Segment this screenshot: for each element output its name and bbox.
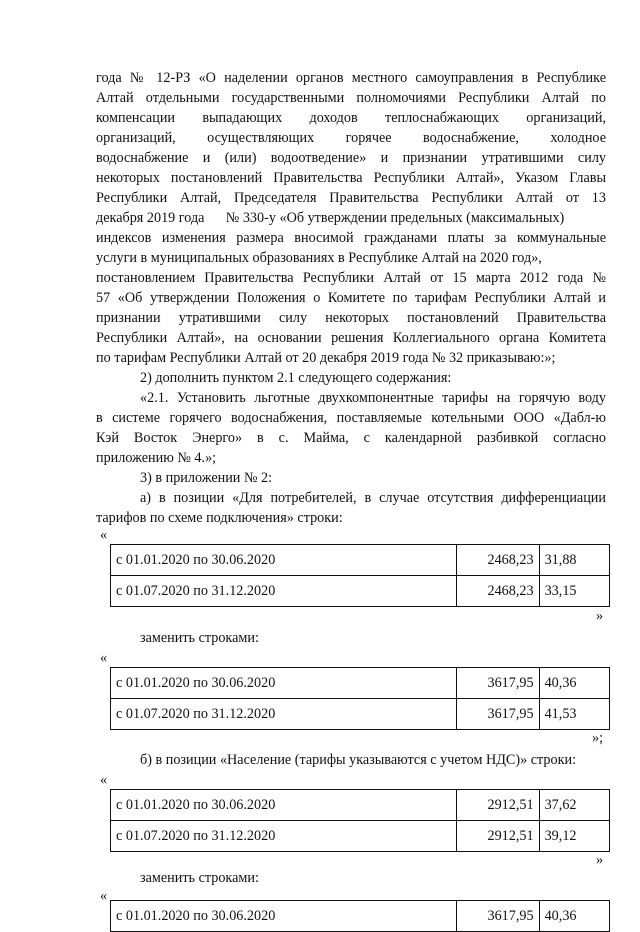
text-line: 57 «Об утверждении Положения о Комитете по тарифам Республики Алтай и <box>96 290 606 306</box>
text-line: признании утратившими силу некоторых постановлений Правительства <box>96 310 606 326</box>
text-line: Алтай отдельными государственными полномочиями Республики Алтай по <box>96 90 606 106</box>
value1-cell: 2468,23 <box>456 576 539 607</box>
text-line: услуги в муниципальных образованиях в Республике Алтай на 2020 год», <box>96 250 542 266</box>
opening-quote: « <box>100 888 108 904</box>
table-row <box>111 699 610 730</box>
table-row <box>111 821 610 852</box>
value1-cell: 3617,95 <box>456 901 539 932</box>
opening-quote: « <box>100 527 108 543</box>
value1-cell: 2912,51 <box>456 821 539 852</box>
text-line: компенсации выпадающих доходов теплоснабжающих организаций, <box>96 110 606 126</box>
text-line: Кэй Восток Энерго» в с. Майма, с календарной разбивкой согласно <box>96 430 606 446</box>
closing-quote: »; <box>592 730 604 746</box>
value1-cell: 2468,23 <box>456 545 539 576</box>
text-line: некоторых постановлений Правительства Республики Алтай», Указом Главы <box>96 170 606 186</box>
value2-cell: 40,36 <box>539 668 609 699</box>
table-row <box>111 668 610 699</box>
table-row <box>111 545 610 576</box>
text-line: «2.1. Установить льготные двухкомпонентные тарифы на горячую воду <box>140 390 606 406</box>
item-3: 3) в приложении № 2: <box>140 470 273 486</box>
period-cell: с 01.01.2020 по 30.06.2020 <box>111 901 457 932</box>
value2-cell: 39,12 <box>539 821 609 852</box>
period-cell: с 01.01.2020 по 30.06.2020 <box>111 668 457 699</box>
table-row <box>111 901 610 932</box>
table-row <box>111 576 610 607</box>
text-line: приложению № 4.»; <box>96 450 217 466</box>
closing-quote: » <box>596 608 604 624</box>
text-line: индексов изменения размера вносимой гражданами платы за коммунальные <box>96 230 606 246</box>
text-line: в системе горячего водоснабжения, поставляемые котельными ООО «Дабл-ю <box>96 410 606 426</box>
opening-quote: « <box>100 650 108 666</box>
item-3b: б) в позиции «Население (тарифы указываются с учетом НДС)» строки: <box>140 752 577 768</box>
value2-cell: 31,88 <box>539 545 609 576</box>
item-3a-line: а) в позиции «Для потребителей, в случае отсутствия дифференциации <box>140 490 606 506</box>
period-cell: с 01.01.2020 по 30.06.2020 <box>111 790 457 821</box>
value2-cell: 33,15 <box>539 576 609 607</box>
text-line: организаций, осуществляющих горячее водоснабжение, холодное <box>96 130 606 146</box>
opening-quote: « <box>100 772 108 788</box>
text-line: постановлением Правительства Республики Алтай от 15 марта 2012 года № <box>96 270 606 286</box>
value1-cell: 3617,95 <box>456 668 539 699</box>
text-line: по тарифам Республики Алтай от 20 декабря 2019 года № 32 приказываю:»; <box>96 350 556 366</box>
period-cell: с 01.01.2020 по 30.06.2020 <box>111 545 457 576</box>
item-2: 2) дополнить пунктом 2.1 следующего содержания: <box>140 370 452 386</box>
tariff-table-2 <box>110 667 610 730</box>
value2-cell: 41,53 <box>539 699 609 730</box>
replace-label: заменить строками: <box>140 870 259 886</box>
value2-cell: 37,62 <box>539 790 609 821</box>
text-line: Республики Алтай, Председателя Правительства Республики Алтай от 13 <box>96 190 606 206</box>
item-3a-line: тарифов по схеме подключения» строки: <box>96 510 343 526</box>
value1-cell: 2912,51 <box>456 790 539 821</box>
tariff-table-1 <box>110 544 610 607</box>
text-line: декабря 2019 года № 330-у «Об утверждении предельных (максимальных) <box>96 210 565 226</box>
closing-quote: » <box>596 852 604 868</box>
period-cell: с 01.07.2020 по 31.12.2020 <box>111 576 457 607</box>
text-line: года № 12-РЗ «О наделении органов местного самоуправления в Республике <box>96 70 606 86</box>
text-line: водоснабжение и (или) водоотведение» и признании утратившими силу <box>96 150 606 166</box>
period-cell: с 01.07.2020 по 31.12.2020 <box>111 821 457 852</box>
tariff-table-3 <box>110 789 610 852</box>
value2-cell: 40,36 <box>539 901 609 932</box>
text-line: Республики Алтай», на основании решения Коллегиального органа Комитета <box>96 330 606 346</box>
table-row <box>111 790 610 821</box>
value1-cell: 3617,95 <box>456 699 539 730</box>
replace-label: заменить строками: <box>140 630 259 646</box>
period-cell: с 01.07.2020 по 31.12.2020 <box>111 699 457 730</box>
